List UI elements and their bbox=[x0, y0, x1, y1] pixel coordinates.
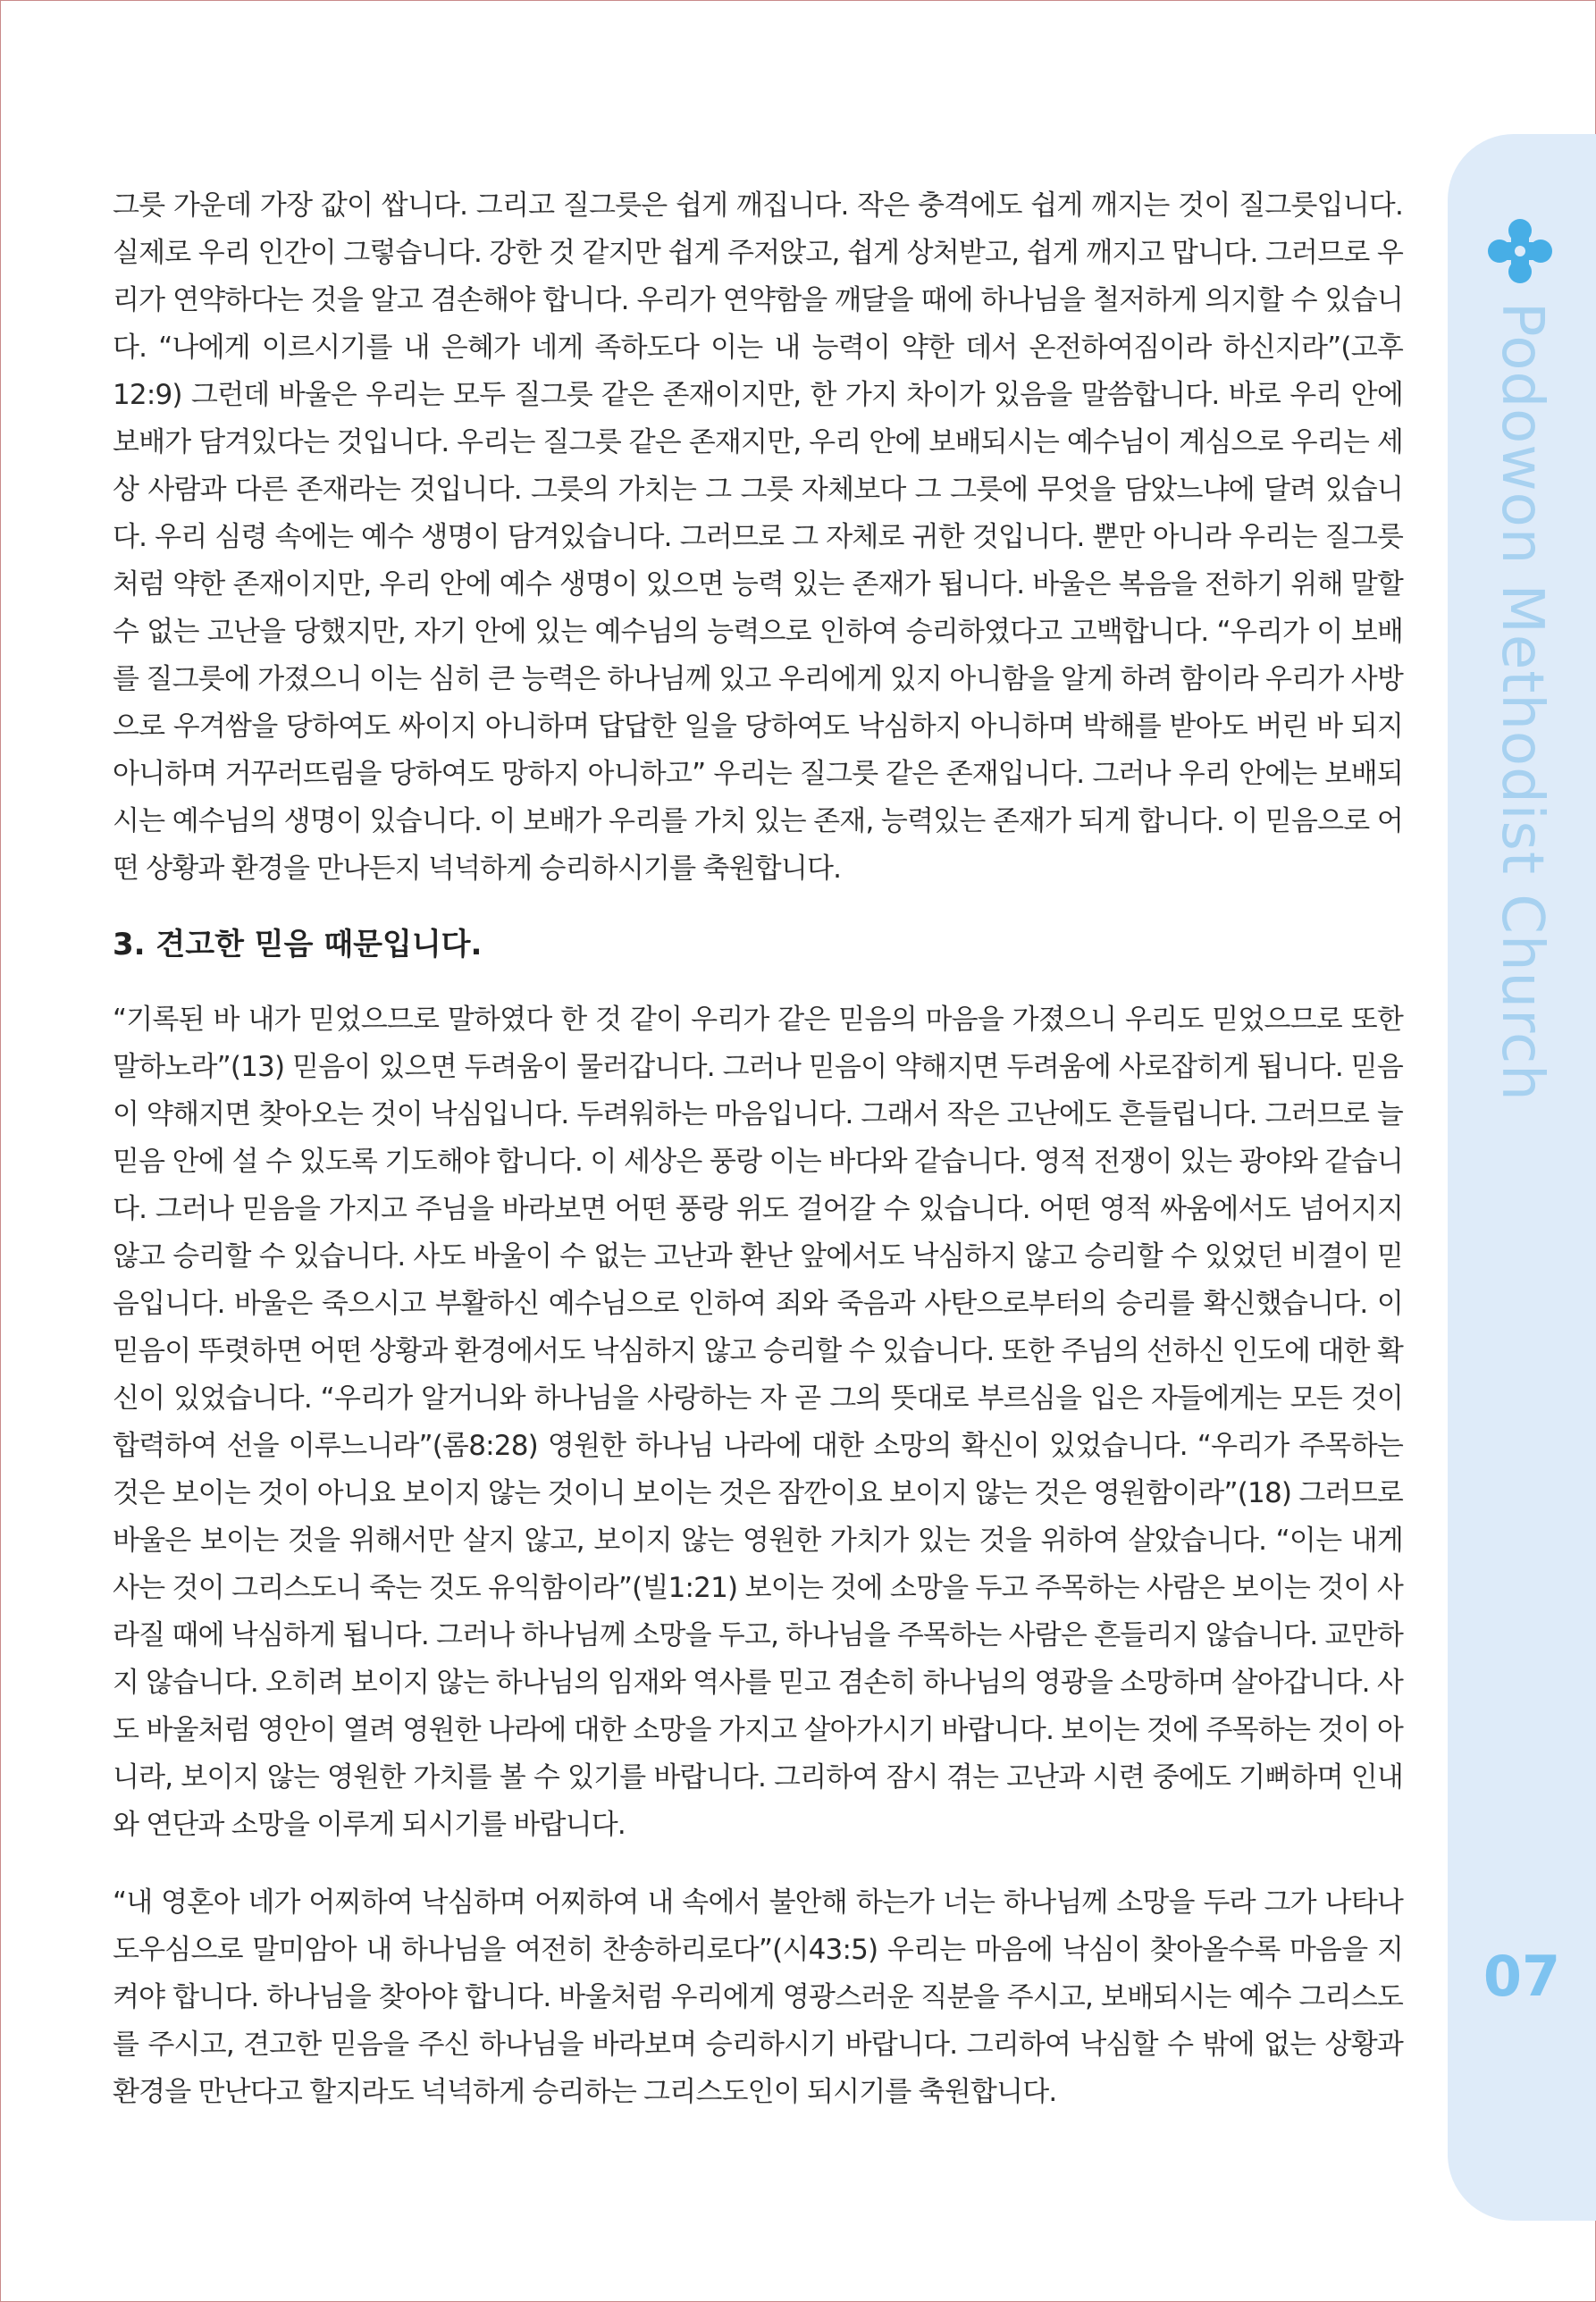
paragraph: “기록된 바 내가 믿었으므로 말하였다 한 것 같이 우리가 같은 믿음의 마음을 가졌으니 우리도 믿었으므로 또한 말하노라”(13) 믿음이 있으면 두려움이 물러갑니다. 그러나 믿음이 약해지면 두려움에 사로잡히게 됩니다. 믿음이 약해지면 찾아오는 것이 낙심입니다. 두려워하는 마음입니다. 그래서 작은 고난에도 흔들립니다. 그러므로 늘 믿음 안에 설 수 있도록 기도해야 합니다. 이 세상은 풍랑 이는 바다와 같습니다. 영적 전쟁이 있는 광야와 같습니다. 그러나 믿음을 가지고 주님을 바라보면 어떤 풍랑 위도 걸어갈 수 있습니다. 어떤 영적 싸움에서도 넘어지지 않고 승리할 수 있습니다. 사도 바울이 수 없는 고난과 환난 앞에서도 낙심하지 않고 승리할 수 있었던 비결이 믿음입니다. 바울은 죽으시고 부활하신 예수님으로 인하여 죄와 죽음과 사탄으로부터의 승리를 확신했습니다. 이 믿음이 뚜렷하면 어떤 상황과 환경에서도 낙심하지 않고 승리할 수 있습니다. 또한 주님의 선하신 인도에 대한 확신이 있었습니다. “우리가 알거니와 하나님을 사랑하는 자 곧 그의 뜻대로 부르심을 입은 자들에게는 모든 것이 합력하여 선을 이루느니라”(롬8:28) 영원한 하나님 나라에 대한 소망의 확신이 있었습니다. “우리가 주목하는 것은 보이는 것이 아니요 보이지 않는 것이니 보이는 것은 잠깐이요 보이지 않는 것은 영원함이라”(18) 그러므로 바울은 보이는 것을 위해서만 살지 않고, 보이지 않는 영원한 가치가 있는 것을 위하여 살았습니다. “이는 내게 사는 것이 그리스도니 죽는 것도 유익함이라”(빌1:21) 보이는 것에 소망을 두고 주목하는 사람은 보이는 것이 사라질 때에 낙심하게 됩니다. 그러나 하나님께 소망을 두고, 하나님을 주목하는 사람은 흔들리지 않습니다. 교만하지 않습니다. 오히려 보이지 않는 하나님의 임재와 역사를 믿고 겸손히 하나님의 영광을 소망하며 살아갑니다. 사도 바울처럼 영안이 열려 영원한 나라에 대한 소망을 가지고 살아가시기 바랍니다. 보이는 것에 주목하는 것이 아니라, 보이지 않는 영원한 가치를 볼 수 있기를 바랍니다. 그리하여 잠시 겪는 고난과 시련 중에도 기뻐하며 인내와 연단과 소망을 이루게 되시기를 바랍니다. bbox=[113, 1004, 1403, 1841]
church-name: Podowon Methodist Church bbox=[1489, 302, 1555, 1102]
quatrefoil-cross-icon bbox=[1487, 218, 1553, 284]
paragraph: “내 영혼아 네가 어찌하여 낙심하며 어찌하여 내 속에서 불안해 하는가 너는 하나님께 소망을 두라 그가 나타나 도우심으로 말미암아 내 하나님을 여전히 찬송하리로다”(시43:5) 우리는 마음에 낙심이 찾아올수록 마음을 지켜야 합니다. 하나님을 찾아야 합니다. 바울처럼 우리에게 영광스러운 직분을 주시고, 보배되시는 예수 그리스도를 주시고, 견고한 믿음을 주신 하나님을 바라보며 승리하시기 바랍니다. 그리하여 낙심할 수 밖에 없는 상황과 환경을 만난다고 할지라도 넉넉하게 승리하는 그리스도인이 되시기를 축원합니다. bbox=[113, 1886, 1403, 2108]
paragraph: 그릇 가운데 가장 값이 쌉니다. 그리고 질그릇은 쉽게 깨집니다. 작은 충격에도 쉽게 깨지는 것이 질그릇입니다. 실제로 우리 인간이 그렇습니다. 강한 것 같지만 쉽게 주저앉고, 쉽게 상처받고, 쉽게 깨지고 맙니다. 그러므로 우리가 연약하다는 것을 알고 겸손해야 합니다. 우리가 연약함을 깨달을 때에 하나님을 철저하게 의지할 수 있습니다. “나에게 이르시기를 내 은혜가 네게 족하도다 이는 내 능력이 약한 데서 온전하여짐이라 하신지라”(고후12:9) 그런데 바울은 우리는 모두 질그릇 같은 존재이지만, 한 가지 차이가 있음을 말씀합니다. 바로 우리 안에 보배가 담겨있다는 것입니다. 우리는 질그릇 같은 존재지만, 우리 안에 보배되시는 예수님이 계심으로 우리는 세상 사람과 다른 존재라는 것입니다. 그릇의 가치는 그 그릇 자체보다 그 그릇에 무엇을 담았느냐에 달려 있습니다. 우리 심령 속에는 예수 생명이 담겨있습니다. 그러므로 그 자체로 귀한 것입니다. 뿐만 아니라 우리는 질그릇처럼 약한 존재이지만, 우리 안에 예수 생명이 있으면 능력 있는 존재가 됩니다. 바울은 복음을 전하기 위해 말할 수 없는 고난을 당했지만, 자기 안에 있는 예수님의 능력으로 인하여 승리하였다고 고백합니다. “우리가 이 보배를 질그릇에 가졌으니 이는 심히 큰 능력은 하나님께 있고 우리에게 있지 아니함을 알게 하려 함이라 우리가 사방으로 우겨쌈을 당하여도 싸이지 아니하며 답답한 일을 당하여도 낙심하지 아니하며 박해를 받아도 버린 바 되지 아니하며 거꾸러뜨림을 당하여도 망하지 아니하고” 우리는 질그릇 같은 존재입니다. 그러나 우리 안에는 보배되시는 예수님의 생명이 있습니다. 이 보배가 우리를 가치 있는 존재, 능력있는 존재가 되게 합니다. 이 믿음으로 어떤 상황과 환경을 만나든지 넉넉하게 승리하시기를 축원합니다. bbox=[113, 189, 1403, 885]
section-heading: 3. 견고한 믿음 때문입니다. bbox=[113, 927, 483, 962]
body-text bbox=[113, 182, 1403, 2147]
page-number: 07 bbox=[1483, 1944, 1561, 2009]
